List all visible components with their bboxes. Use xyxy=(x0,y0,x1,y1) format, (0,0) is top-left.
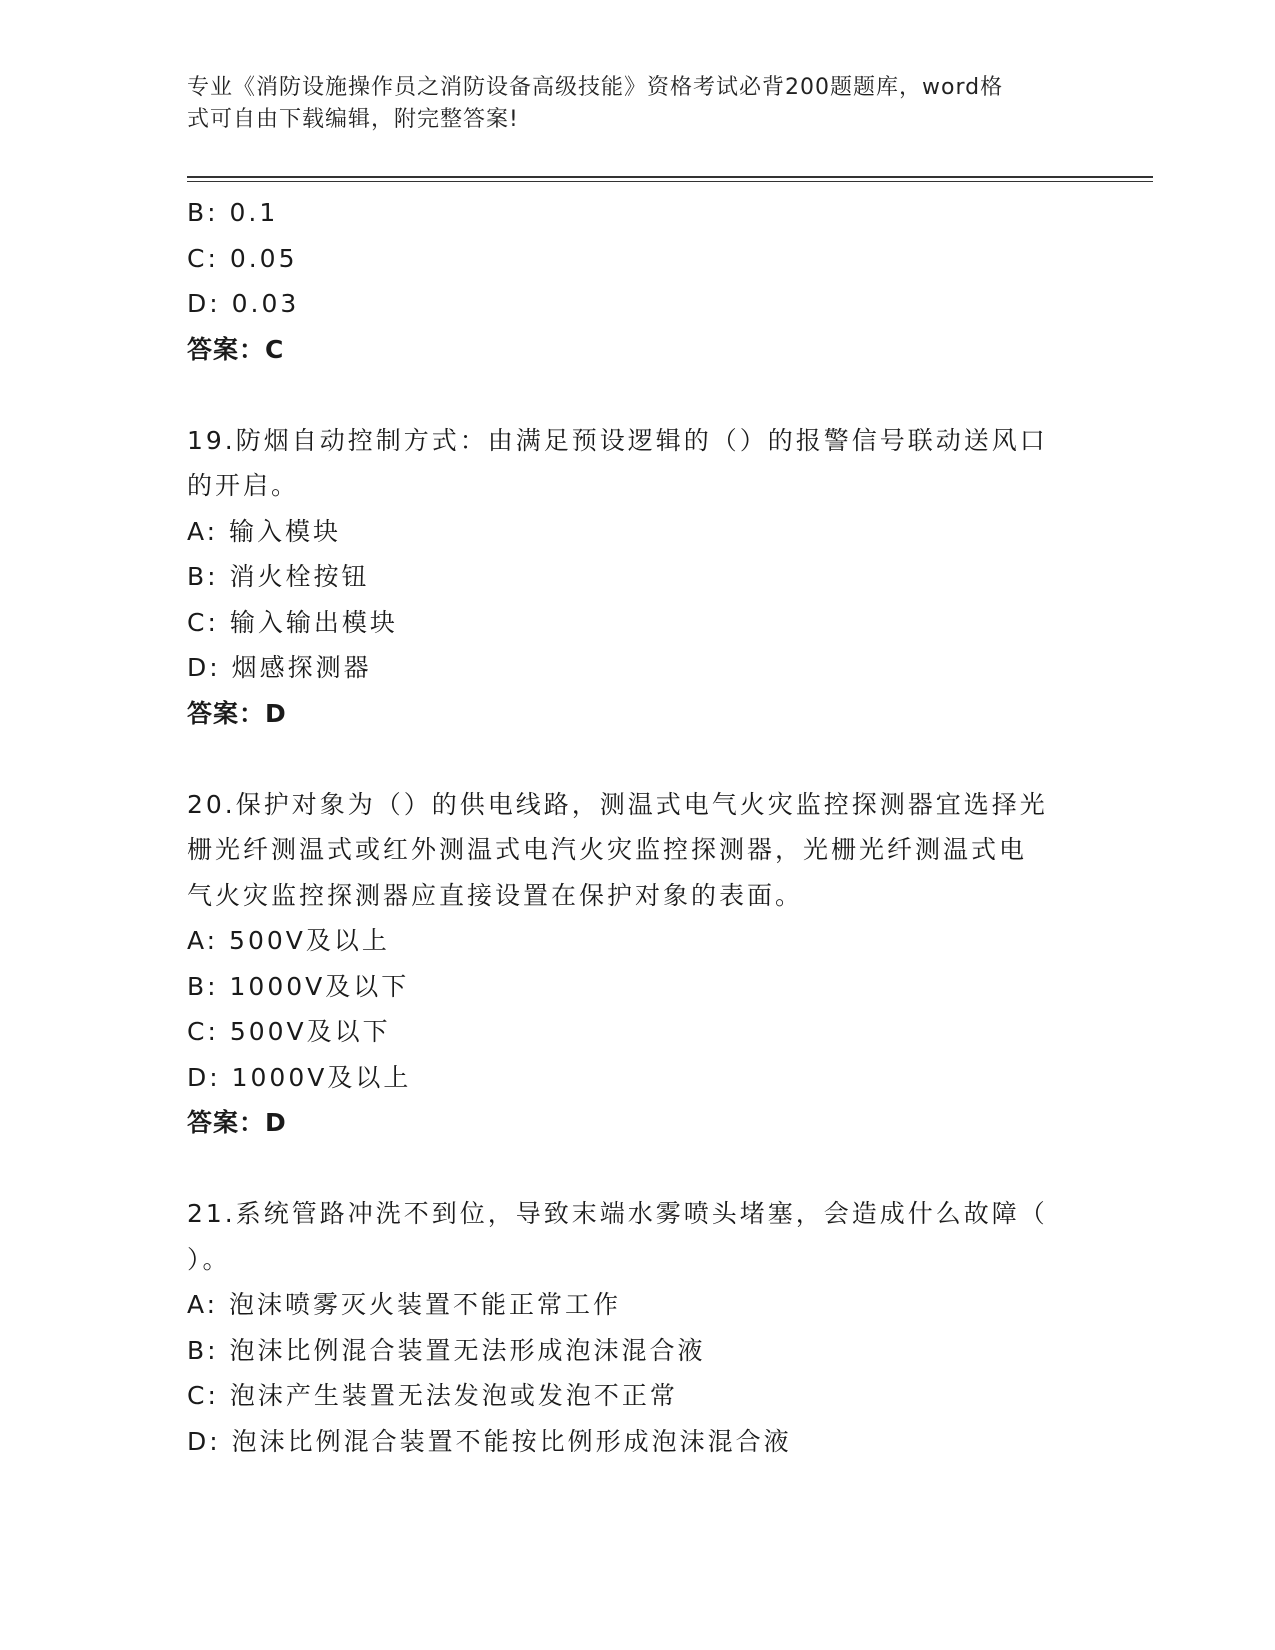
option-b: B: 0.1 xyxy=(187,198,279,227)
option-a: A: 500V及以上 xyxy=(187,926,390,955)
document-header xyxy=(187,72,1067,136)
option-c: C: 输入输出模块 xyxy=(187,607,398,637)
question-stem-line: 21.系统管路冲洗不到位，导致末端水雾喷头堵塞，会造成什么故障（ xyxy=(187,1199,1048,1228)
option-b: B: 泡沫比例混合装置无法形成泡沫混合液 xyxy=(187,1335,706,1365)
option-b: B: 消火栓按钮 xyxy=(187,562,370,591)
document-body xyxy=(187,190,1077,1464)
header-title-line-1: 专业《消防设施操作员之消防设备高级技能》资格考试必背200题题库，word格 xyxy=(187,75,1004,100)
answer: 答案：C xyxy=(187,334,285,364)
question-21 xyxy=(187,1191,1077,1464)
question-stem-line: 19.防烟自动控制方式：由满足预设逻辑的（）的报警信号联动送风口 xyxy=(187,425,1048,455)
option-d: D: 0.03 xyxy=(187,289,300,318)
question-stem-line: 20.保护对象为（）的供电线路，测温式电气火灾监控探测器宜选择光 xyxy=(187,789,1048,819)
question-stem-line: ）。 xyxy=(187,1244,231,1274)
option-d: D: 泡沫比例混合装置不能按比例形成泡沫混合液 xyxy=(187,1426,792,1456)
option-d: D: 1000V及以上 xyxy=(187,1062,412,1092)
option-c: C: 泡沫产生装置无法发泡或发泡不正常 xyxy=(187,1381,678,1410)
question-stem-line: 气火灾监控探测器应直接设置在保护对象的表面。 xyxy=(187,880,804,910)
question-stem-line: 的开启。 xyxy=(187,471,300,500)
option-d: D: 烟感探测器 xyxy=(187,653,372,682)
header-rule-thick xyxy=(187,176,1153,178)
option-c: C: 500V及以下 xyxy=(187,1017,391,1046)
question-18-tail xyxy=(187,190,1077,372)
question-stem-line: 栅光纤测温式或红外测温式电汽火灾监控探测器，光栅光纤测温式电 xyxy=(187,835,1028,864)
answer: 答案：D xyxy=(187,698,287,728)
option-c: C: 0.05 xyxy=(187,243,298,273)
option-a: A: 输入模块 xyxy=(187,516,342,546)
question-20 xyxy=(187,782,1077,1146)
answer: 答案：D xyxy=(187,1108,287,1137)
spacer xyxy=(187,736,1077,782)
option-a: A: 泡沫喷雾灭火装置不能正常工作 xyxy=(187,1290,622,1319)
header-rule-thin xyxy=(187,181,1153,182)
header-title-line-2: 式可自由下载编辑，附完整答案! xyxy=(187,107,519,132)
spacer xyxy=(187,1146,1077,1192)
option-b: B: 1000V及以下 xyxy=(187,971,410,1001)
question-19 xyxy=(187,418,1077,737)
spacer xyxy=(187,372,1077,418)
